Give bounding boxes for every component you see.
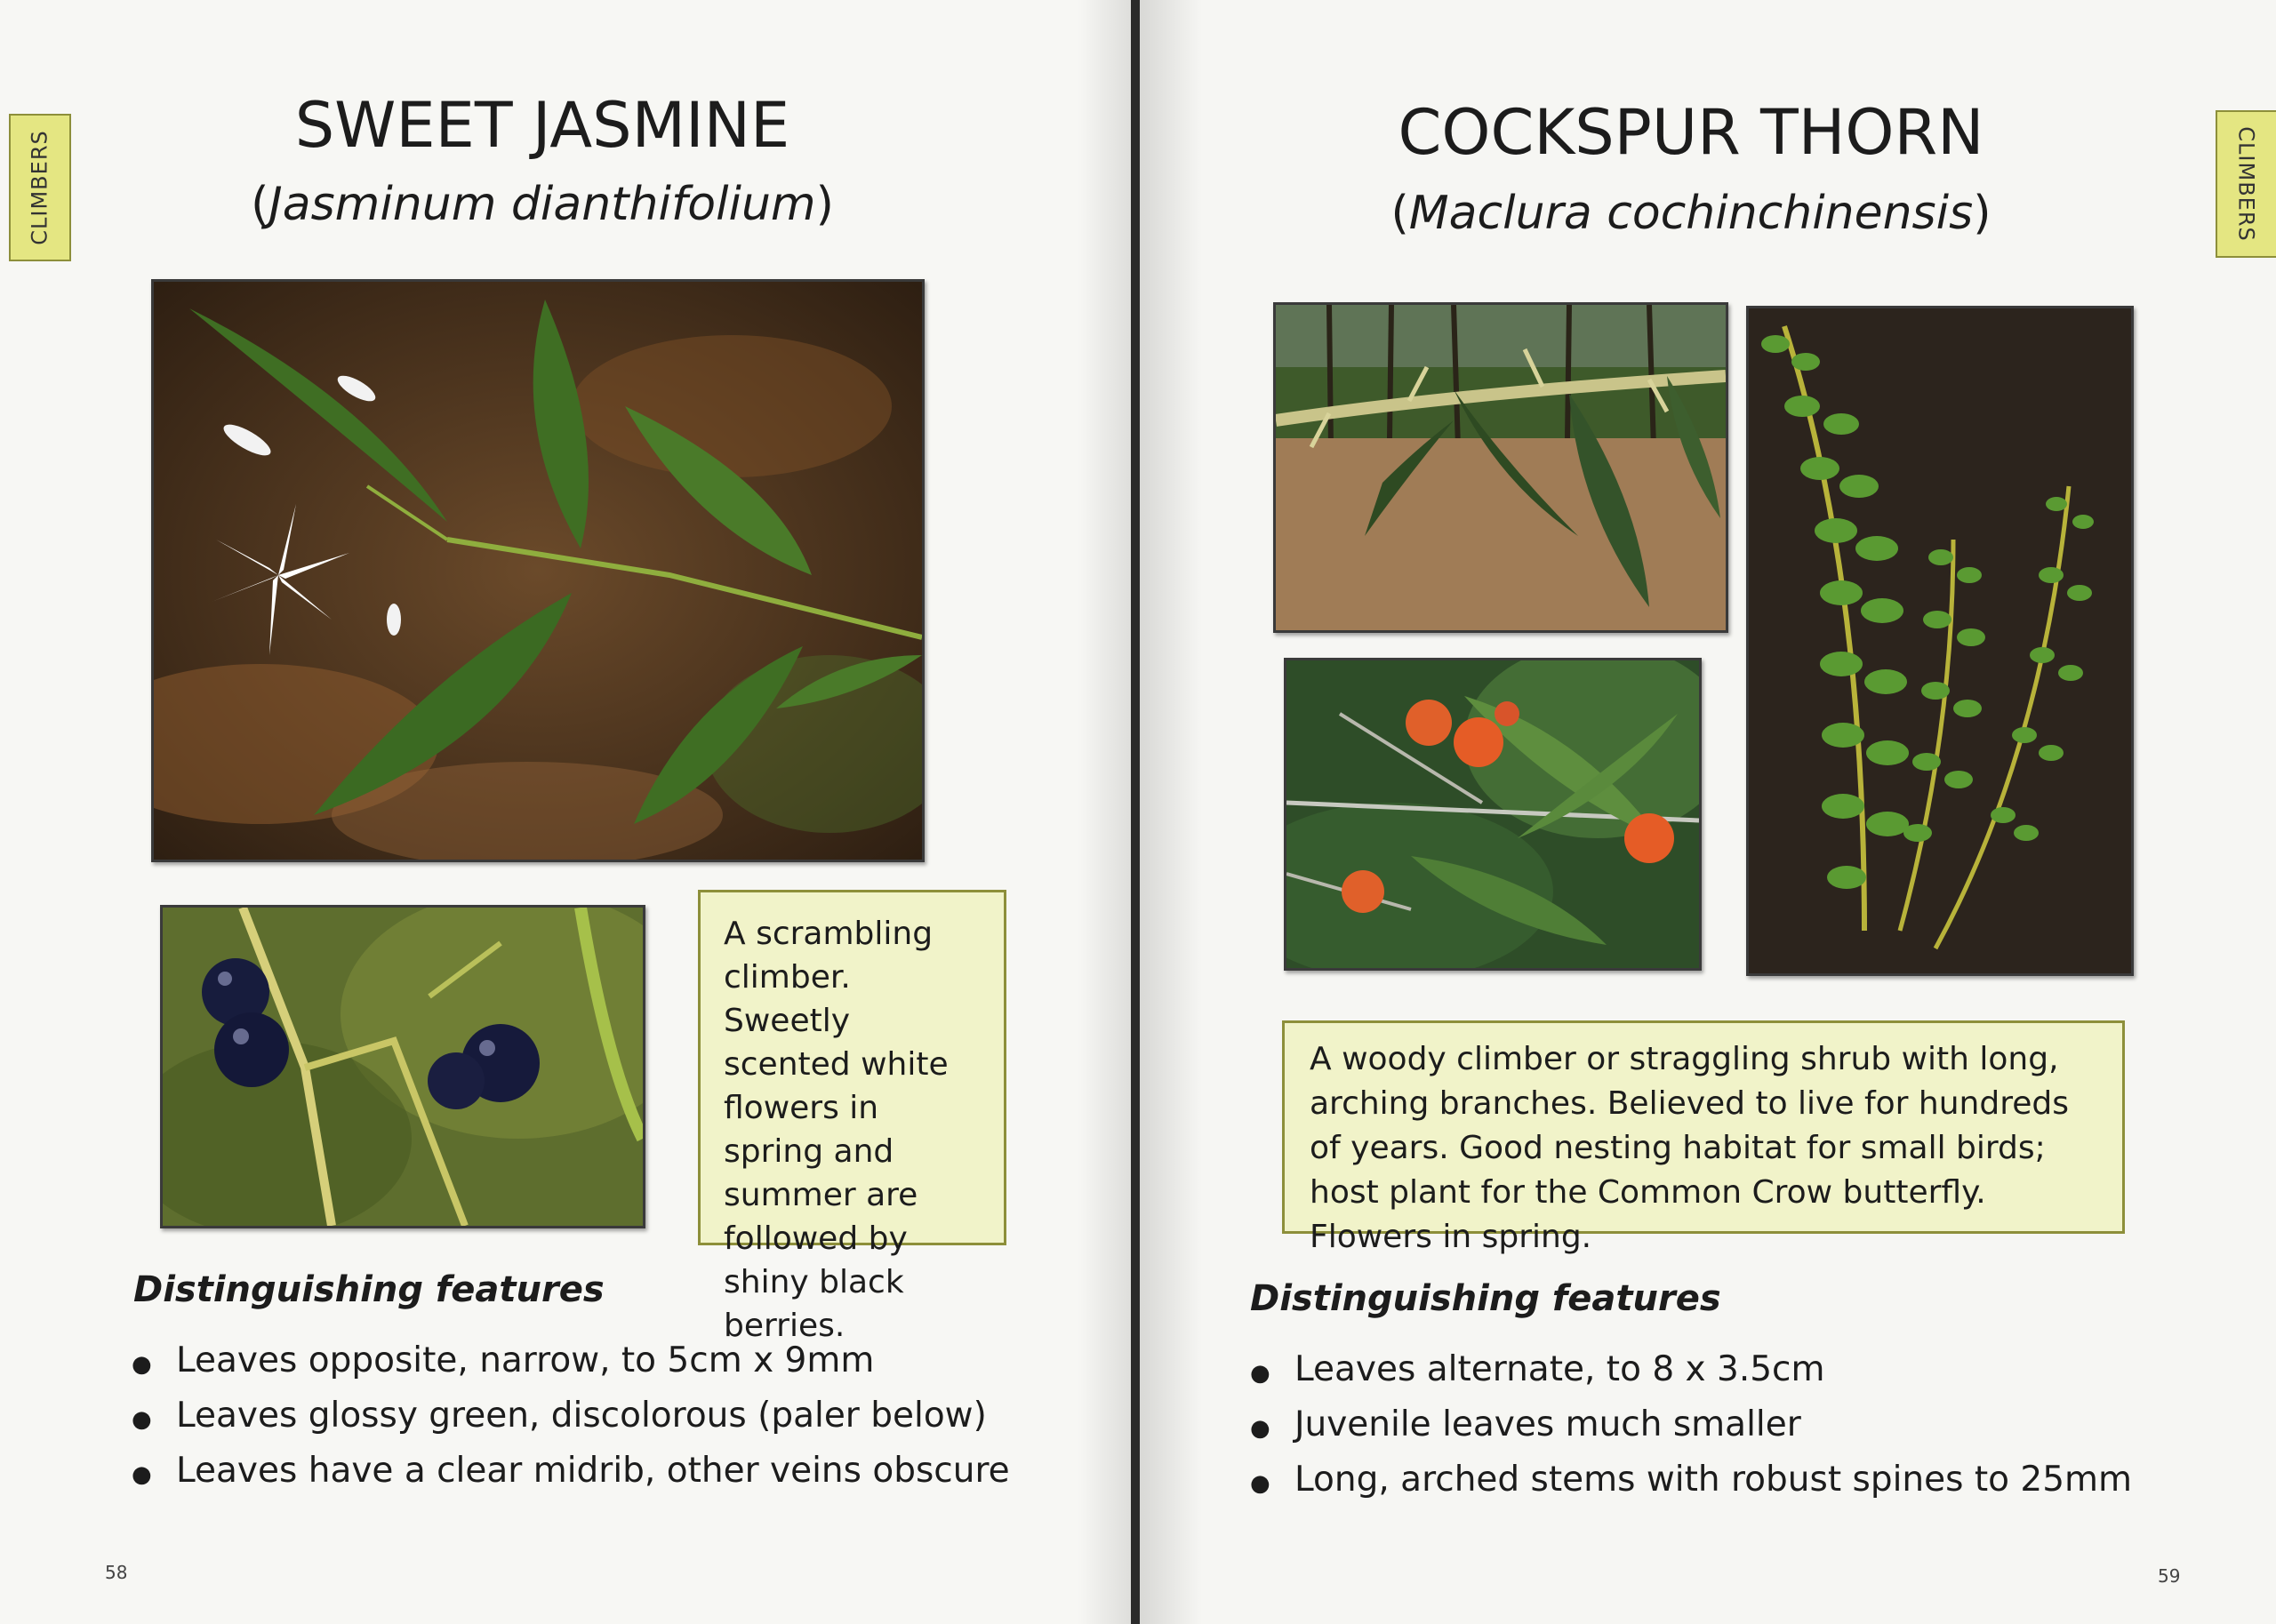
photo-cockspur-juvenile-leaves	[1746, 306, 2134, 976]
scientific-name-text: Jasminum dianthifolium	[268, 178, 816, 231]
photo-jasmine-flowers	[151, 279, 925, 862]
section-tab-left	[9, 114, 71, 261]
gutter-shadow	[1140, 0, 1202, 1624]
feature-item: ● Leaves glossy green, discolorous (paler below)	[132, 1388, 1010, 1444]
scientific-name: (Maclura cochinchinensis)	[1390, 187, 1992, 240]
page-title: SWEET JASMINE	[294, 89, 790, 162]
photo-cockspur-fruits	[1284, 658, 1702, 971]
page-number: 58	[105, 1562, 128, 1583]
page-title: COCKSPUR THORN	[1398, 96, 1984, 169]
scientific-name: (Jasminum dianthifolium)	[251, 178, 834, 231]
feature-item: ● Leaves have a clear midrib, other veins obscure	[132, 1444, 1010, 1499]
section-tab-label: CLIMBERS	[28, 130, 53, 245]
page-number: 59	[2158, 1565, 2181, 1587]
features-heading: Distinguishing features	[1250, 1278, 1721, 1319]
features-list	[132, 1333, 1010, 1499]
section-tab-right	[2216, 110, 2276, 258]
photo-cockspur-branch	[1273, 302, 1728, 633]
photo-jasmine-berries	[160, 905, 645, 1228]
feature-item: ● Leaves opposite, narrow, to 5cm x 9mm	[132, 1333, 1010, 1388]
right-page	[1140, 0, 2276, 1624]
feature-item: ● Long, arched stems with robust spines to 25mm	[1250, 1452, 2132, 1508]
features-list	[1250, 1342, 2132, 1508]
gutter-shadow	[1078, 0, 1131, 1624]
left-page	[0, 0, 1131, 1624]
section-tab-label: CLIMBERS	[2234, 126, 2260, 242]
description-text: A scrambling climber. Sweetly scented white flowers in spring and summer are followed by shiny black berries.	[724, 916, 949, 1344]
description-box	[1282, 1020, 2125, 1255]
feature-item: ● Juvenile leaves much smaller	[1250, 1397, 2132, 1452]
scientific-name-text: Maclura cochinchinensis	[1408, 187, 1974, 240]
description-box	[698, 890, 1006, 1344]
features-heading: Distinguishing features	[133, 1269, 605, 1310]
feature-item: ● Leaves alternate, to 8 x 3.5cm	[1250, 1342, 2132, 1397]
description-text: A woody climber or straggling shrub with long, arching branches. Believed to live for hundreds of years. Good nesting habitat for small birds; host plant for the Common Crow butterfly. Flowers in spring.	[1310, 1041, 2069, 1255]
